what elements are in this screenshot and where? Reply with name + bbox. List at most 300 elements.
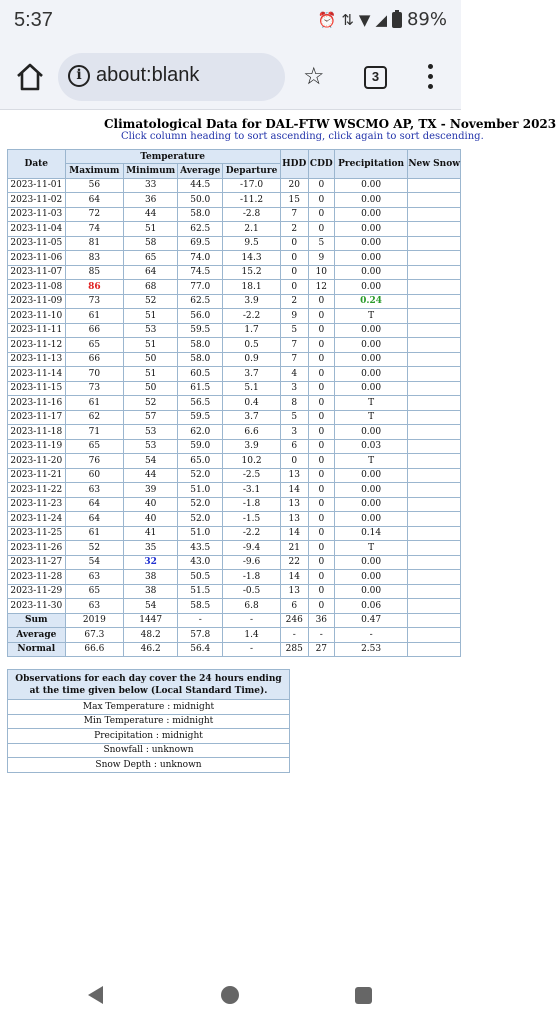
summary-cell: 56.4	[178, 642, 223, 657]
cell-minimum: 38	[124, 570, 178, 585]
cell-date: 2023-11-21	[8, 468, 66, 483]
summary-cell: 67.3	[65, 628, 124, 643]
summary-cell: 1.4	[223, 628, 280, 643]
summary-cell: -	[308, 628, 334, 643]
status-time: 5:37	[14, 9, 53, 31]
url-text[interactable]: about:blank	[96, 64, 200, 86]
cell-hdd: 14	[280, 526, 308, 541]
alarm-icon: ⏰	[317, 10, 337, 29]
recent-apps-icon[interactable]	[355, 987, 372, 1004]
cell-average: 65.0	[178, 454, 223, 469]
cell-minimum: 39	[124, 483, 178, 498]
cell-hdd: 20	[280, 178, 308, 193]
cell-cdd: 0	[308, 555, 334, 570]
cell-precipitation: 0.00	[334, 207, 407, 222]
table-row	[8, 483, 461, 498]
cell-new-snow	[408, 323, 461, 338]
overflow-menu-icon[interactable]	[426, 64, 434, 90]
cell-cdd: 0	[308, 207, 334, 222]
cell-minimum: 38	[124, 584, 178, 599]
battery-percent: 89%	[406, 9, 447, 30]
cell-date: 2023-11-18	[8, 425, 66, 440]
cell-new-snow	[408, 584, 461, 599]
col-hdd[interactable]: HDD	[280, 150, 308, 179]
cell-maximum: 63	[65, 483, 124, 498]
cell-hdd: 6	[280, 439, 308, 454]
cell-cdd: 0	[308, 512, 334, 527]
cell-minimum: 53	[124, 425, 178, 440]
col-average[interactable]: Average	[178, 164, 223, 179]
cell-minimum: 54	[124, 599, 178, 614]
cell-precipitation: 0.00	[334, 251, 407, 266]
cell-precipitation: 0.00	[334, 193, 407, 208]
cell-precipitation: 0.00	[334, 483, 407, 498]
cell-precipitation: 0.00	[334, 570, 407, 585]
cell-maximum: 61	[65, 526, 124, 541]
cell-new-snow	[408, 599, 461, 614]
cell-precipitation: 0.00	[334, 280, 407, 295]
cell-new-snow	[408, 497, 461, 512]
cell-cdd: 0	[308, 294, 334, 309]
cell-maximum: 71	[65, 425, 124, 440]
cell-new-snow	[408, 178, 461, 193]
cell-new-snow	[408, 512, 461, 527]
cell-minimum: 52	[124, 396, 178, 411]
summary-cell	[408, 642, 461, 657]
navigation-bar	[0, 971, 461, 1024]
cell-hdd: 13	[280, 468, 308, 483]
battery-icon	[392, 12, 402, 28]
cell-precipitation: 0.00	[334, 367, 407, 382]
summary-cell: -	[334, 628, 407, 643]
table-row	[8, 439, 461, 454]
cell-date: 2023-11-07	[8, 265, 66, 280]
observation-header: Observations for each day cover the 24 hours ending at the time given below (Local Standard Time).	[8, 670, 290, 700]
cell-minimum: 64	[124, 265, 178, 280]
summary-cell: -	[178, 613, 223, 628]
cell-date: 2023-11-13	[8, 352, 66, 367]
cell-hdd: 0	[280, 265, 308, 280]
cell-cdd: 0	[308, 410, 334, 425]
cell-date: 2023-11-09	[8, 294, 66, 309]
summary-cell: -	[280, 628, 308, 643]
cell-date: 2023-11-28	[8, 570, 66, 585]
cell-average: 62.5	[178, 222, 223, 237]
cell-average: 43.0	[178, 555, 223, 570]
cell-date: 2023-11-27	[8, 555, 66, 570]
cell-date: 2023-11-17	[8, 410, 66, 425]
cell-new-snow	[408, 251, 461, 266]
cell-minimum: 40	[124, 512, 178, 527]
cell-date: 2023-11-24	[8, 512, 66, 527]
cell-average: 58.0	[178, 338, 223, 353]
cell-maximum: 64	[65, 497, 124, 512]
cell-maximum: 63	[65, 570, 124, 585]
cell-departure: -1.8	[223, 497, 280, 512]
summary-cell: 48.2	[124, 628, 178, 643]
cell-average: 50.5	[178, 570, 223, 585]
cell-date: 2023-11-04	[8, 222, 66, 237]
cell-maximum: 81	[65, 236, 124, 251]
table-row	[8, 352, 461, 367]
cell-hdd: 4	[280, 367, 308, 382]
cell-new-snow	[408, 454, 461, 469]
cell-date: 2023-11-12	[8, 338, 66, 353]
cell-date: 2023-11-25	[8, 526, 66, 541]
cell-hdd: 15	[280, 193, 308, 208]
summary-cell	[408, 628, 461, 643]
observation-item: Snowfall : unknown	[8, 743, 290, 758]
cell-precipitation: 0.00	[334, 265, 407, 280]
table-row	[8, 410, 461, 425]
cell-cdd: 0	[308, 454, 334, 469]
cell-date: 2023-11-15	[8, 381, 66, 396]
cell-departure: 3.7	[223, 410, 280, 425]
cell-average: 52.0	[178, 497, 223, 512]
cell-departure: 10.2	[223, 454, 280, 469]
cell-departure: -2.8	[223, 207, 280, 222]
cell-minimum: 68	[124, 280, 178, 295]
cell-departure: -9.6	[223, 555, 280, 570]
cell-hdd: 7	[280, 352, 308, 367]
cell-average: 59.0	[178, 439, 223, 454]
cell-average: 59.5	[178, 323, 223, 338]
cell-maximum: 70	[65, 367, 124, 382]
observation-times-table	[7, 669, 290, 773]
cell-new-snow	[408, 439, 461, 454]
cell-cdd: 0	[308, 425, 334, 440]
cell-average: 58.0	[178, 352, 223, 367]
sort-instructions: Click column heading to sort ascending, click again to sort descending.	[121, 131, 484, 142]
cell-precipitation: 0.00	[334, 323, 407, 338]
tab-switcher-button[interactable]: 3	[364, 66, 387, 89]
cell-maximum: 65	[65, 439, 124, 454]
summary-cell: 2.53	[334, 642, 407, 657]
cell-average: 51.0	[178, 526, 223, 541]
cell-precipitation: 0.00	[334, 425, 407, 440]
cell-new-snow	[408, 410, 461, 425]
summary-cell: 2019	[65, 613, 124, 628]
cell-minimum: 50	[124, 352, 178, 367]
table-row	[8, 425, 461, 440]
cell-average: 58.0	[178, 207, 223, 222]
cell-date: 2023-11-03	[8, 207, 66, 222]
cell-average: 60.5	[178, 367, 223, 382]
page-title: Climatological Data for DAL-FTW WSCMO AP, TX - November 2023	[104, 117, 556, 131]
cell-date: 2023-11-30	[8, 599, 66, 614]
cell-average: 58.5	[178, 599, 223, 614]
cell-average: 62.0	[178, 425, 223, 440]
cell-precipitation: T	[334, 541, 407, 556]
table-row	[8, 193, 461, 208]
cell-minimum: 51	[124, 222, 178, 237]
col-group-temperature: Temperature	[65, 150, 280, 164]
cell-minimum: 52	[124, 294, 178, 309]
cell-hdd: 13	[280, 497, 308, 512]
bookmark-star-icon[interactable]: ☆	[303, 62, 325, 90]
summary-cell: 46.2	[124, 642, 178, 657]
summary-cell: 0.47	[334, 613, 407, 628]
cell-departure: -2.2	[223, 309, 280, 324]
summary-cell: -	[223, 613, 280, 628]
cell-precipitation: 0.00	[334, 222, 407, 237]
cell-maximum: 66	[65, 323, 124, 338]
web-page	[0, 111, 556, 971]
cell-hdd: 14	[280, 483, 308, 498]
cell-maximum: 64	[65, 193, 124, 208]
cell-date: 2023-11-23	[8, 497, 66, 512]
cell-minimum: 44	[124, 207, 178, 222]
back-icon[interactable]	[88, 986, 103, 1004]
cell-departure: -1.8	[223, 570, 280, 585]
cell-maximum: 61	[65, 396, 124, 411]
cell-precipitation: T	[334, 396, 407, 411]
summary-cell: 36	[308, 613, 334, 628]
cell-cdd: 0	[308, 381, 334, 396]
cell-date: 2023-11-26	[8, 541, 66, 556]
cell-new-snow	[408, 193, 461, 208]
wifi-icon: ▼	[358, 10, 371, 29]
cell-date: 2023-11-22	[8, 483, 66, 498]
cell-cdd: 5	[308, 236, 334, 251]
address-bar[interactable]	[58, 53, 285, 101]
cell-precipitation: 0.00	[334, 178, 407, 193]
table-row	[8, 497, 461, 512]
cell-average: 69.5	[178, 236, 223, 251]
cell-new-snow	[408, 381, 461, 396]
summary-label: Average	[8, 628, 66, 643]
cell-precipitation: T	[334, 454, 407, 469]
cell-departure: 15.2	[223, 265, 280, 280]
table-row	[8, 251, 461, 266]
cell-average: 52.0	[178, 512, 223, 527]
table-row	[8, 526, 461, 541]
cell-departure: 1.7	[223, 323, 280, 338]
cell-cdd: 0	[308, 193, 334, 208]
cell-new-snow	[408, 526, 461, 541]
cell-average: 51.0	[178, 483, 223, 498]
table-row	[8, 178, 461, 193]
cell-cdd: 0	[308, 338, 334, 353]
cell-date: 2023-11-06	[8, 251, 66, 266]
cell-hdd: 0	[280, 454, 308, 469]
cell-departure: 3.9	[223, 294, 280, 309]
cell-minimum: 33	[124, 178, 178, 193]
cell-hdd: 13	[280, 512, 308, 527]
cell-maximum: 74	[65, 222, 124, 237]
cell-minimum: 40	[124, 497, 178, 512]
table-row	[8, 294, 461, 309]
cell-hdd: 2	[280, 222, 308, 237]
summary-cell: 27	[308, 642, 334, 657]
cell-average: 74.5	[178, 265, 223, 280]
summary-row	[8, 613, 461, 628]
cell-minimum: 36	[124, 193, 178, 208]
cell-average: 52.0	[178, 468, 223, 483]
cell-minimum: 54	[124, 454, 178, 469]
table-row	[8, 454, 461, 469]
status-bar	[0, 0, 461, 44]
cell-minimum: 50	[124, 381, 178, 396]
cell-average: 62.5	[178, 294, 223, 309]
cell-cdd: 0	[308, 541, 334, 556]
table-row	[8, 555, 461, 570]
cell-cdd: 0	[308, 483, 334, 498]
col-cdd[interactable]: CDD	[308, 150, 334, 179]
summary-cell: -	[223, 642, 280, 657]
cell-departure: -2.5	[223, 468, 280, 483]
cell-maximum: 52	[65, 541, 124, 556]
cell-minimum: 35	[124, 541, 178, 556]
cell-cdd: 10	[308, 265, 334, 280]
cell-cdd: 0	[308, 323, 334, 338]
cell-average: 74.0	[178, 251, 223, 266]
table-row	[8, 309, 461, 324]
table-row	[8, 265, 461, 280]
cell-minimum: 65	[124, 251, 178, 266]
cell-maximum: 54	[65, 555, 124, 570]
cell-maximum: 62	[65, 410, 124, 425]
cell-hdd: 3	[280, 381, 308, 396]
cell-cdd: 9	[308, 251, 334, 266]
cell-departure: 3.7	[223, 367, 280, 382]
cell-hdd: 2	[280, 294, 308, 309]
cell-precipitation: 0.00	[334, 468, 407, 483]
cell-minimum: 44	[124, 468, 178, 483]
cell-average: 77.0	[178, 280, 223, 295]
cell-precipitation: 0.00	[334, 338, 407, 353]
cell-precipitation: 0.00	[334, 555, 407, 570]
info-icon[interactable]: i	[68, 65, 90, 87]
col-minimum[interactable]: Minimum	[124, 164, 178, 179]
cell-precipitation: T	[334, 410, 407, 425]
summary-row	[8, 642, 461, 657]
cell-departure: -2.2	[223, 526, 280, 541]
col-precipitation[interactable]: Precipitation	[334, 150, 407, 179]
observation-item: Precipitation : midnight	[8, 729, 290, 744]
table-row	[8, 207, 461, 222]
cell-hdd: 3	[280, 425, 308, 440]
col-date[interactable]: Date	[8, 150, 66, 179]
col-departure[interactable]: Departure	[223, 164, 280, 179]
cell-date: 2023-11-10	[8, 309, 66, 324]
cell-hdd: 21	[280, 541, 308, 556]
cell-new-snow	[408, 236, 461, 251]
cell-cdd: 0	[308, 497, 334, 512]
cell-average: 56.0	[178, 309, 223, 324]
cell-maximum: 61	[65, 309, 124, 324]
data-transfer-icon: ⇅	[341, 10, 354, 29]
cell-hdd: 13	[280, 584, 308, 599]
cell-new-snow	[408, 294, 461, 309]
cell-cdd: 0	[308, 309, 334, 324]
cell-new-snow	[408, 338, 461, 353]
cell-departure: -3.1	[223, 483, 280, 498]
browser-toolbar	[0, 44, 461, 110]
cell-average: 50.0	[178, 193, 223, 208]
cell-new-snow	[408, 555, 461, 570]
table-row	[8, 541, 461, 556]
cell-hdd: 7	[280, 207, 308, 222]
cell-hdd: 7	[280, 338, 308, 353]
table-row	[8, 236, 461, 251]
cell-minimum: 53	[124, 323, 178, 338]
cell-precipitation: 0.03	[334, 439, 407, 454]
table-row	[8, 584, 461, 599]
home-circle-icon[interactable]	[221, 986, 239, 1004]
summary-row	[8, 628, 461, 643]
cell-maximum: 73	[65, 294, 124, 309]
cell-maximum: 65	[65, 584, 124, 599]
cell-date: 2023-11-01	[8, 178, 66, 193]
cell-hdd: 9	[280, 309, 308, 324]
climate-data-table	[7, 149, 461, 657]
observation-item: Snow Depth : unknown	[8, 758, 290, 773]
cell-hdd: 8	[280, 396, 308, 411]
summary-label: Sum	[8, 613, 66, 628]
cell-date: 2023-11-05	[8, 236, 66, 251]
cell-hdd: 0	[280, 280, 308, 295]
col-maximum[interactable]: Maximum	[65, 164, 124, 179]
cell-cdd: 0	[308, 468, 334, 483]
cell-date: 2023-11-29	[8, 584, 66, 599]
cell-departure: -0.5	[223, 584, 280, 599]
cell-departure: 18.1	[223, 280, 280, 295]
col-new-snow[interactable]: New Snow	[408, 150, 461, 179]
cell-cdd: 0	[308, 599, 334, 614]
cell-new-snow	[408, 280, 461, 295]
cell-precipitation: T	[334, 309, 407, 324]
cell-date: 2023-11-14	[8, 367, 66, 382]
cell-average: 43.5	[178, 541, 223, 556]
signal-icon: ◢	[375, 10, 387, 29]
cell-average: 56.5	[178, 396, 223, 411]
cell-maximum: 73	[65, 381, 124, 396]
cell-hdd: 14	[280, 570, 308, 585]
cell-hdd: 5	[280, 323, 308, 338]
cell-new-snow	[408, 309, 461, 324]
status-icons	[318, 9, 447, 30]
cell-departure: 14.3	[223, 251, 280, 266]
cell-new-snow	[408, 396, 461, 411]
cell-precipitation: 0.00	[334, 236, 407, 251]
summary-cell: 1447	[124, 613, 178, 628]
table-row	[8, 512, 461, 527]
observation-item: Max Temperature : midnight	[8, 700, 290, 715]
cell-cdd: 0	[308, 439, 334, 454]
cell-precipitation: 0.00	[334, 381, 407, 396]
cell-maximum: 66	[65, 352, 124, 367]
cell-departure: -9.4	[223, 541, 280, 556]
summary-label: Normal	[8, 642, 66, 657]
cell-cdd: 0	[308, 396, 334, 411]
cell-maximum: 64	[65, 512, 124, 527]
cell-cdd: 12	[308, 280, 334, 295]
cell-hdd: 5	[280, 410, 308, 425]
cell-minimum: 53	[124, 439, 178, 454]
table-row	[8, 323, 461, 338]
summary-cell: 285	[280, 642, 308, 657]
cell-hdd: 6	[280, 599, 308, 614]
cell-maximum: 56	[65, 178, 124, 193]
cell-minimum: 41	[124, 526, 178, 541]
table-body	[8, 178, 461, 657]
cell-date: 2023-11-08	[8, 280, 66, 295]
cell-maximum: 85	[65, 265, 124, 280]
home-icon[interactable]	[14, 62, 46, 92]
cell-departure: 0.4	[223, 396, 280, 411]
cell-new-snow	[408, 222, 461, 237]
